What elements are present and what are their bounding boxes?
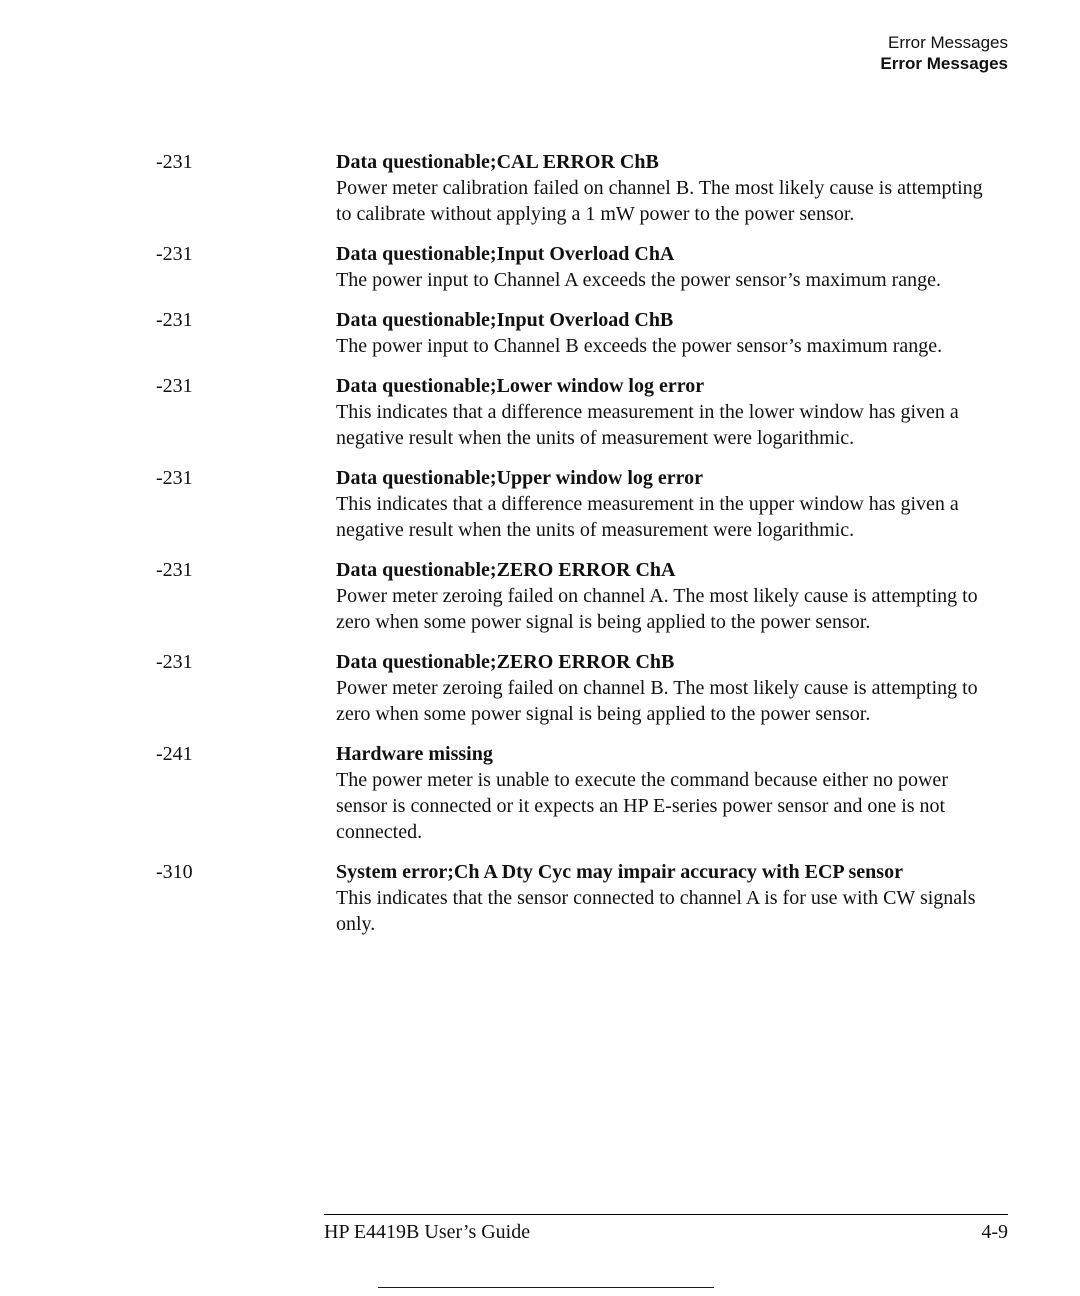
chapter-title: Error Messages — [888, 33, 1008, 52]
error-entry — [0, 557, 1080, 635]
error-description: Power meter zeroing failed on channel B. The most likely cause is attempting to zero when some power signal is being applied to the power sensor. — [336, 677, 978, 725]
error-description: This indicates that a difference measurement in the upper window has given a negative result when the units of measurement were logarithmic. — [336, 493, 959, 541]
error-description: The power input to Channel A exceeds the power sensor’s maximum range. — [336, 269, 942, 291]
error-code: -231 — [156, 467, 193, 489]
error-description: Power meter calibration failed on channel B. The most likely cause is attempting to calibrate without applying a 1 mW power to the power sensor. — [336, 177, 983, 225]
error-entry — [0, 859, 1080, 937]
error-message-list — [0, 149, 1080, 951]
error-title: Data questionable;Input Overload ChB — [336, 309, 674, 331]
error-entry — [0, 373, 1080, 451]
error-code: -231 — [156, 243, 193, 265]
error-entry — [0, 241, 1080, 293]
footer-divider — [324, 1214, 1008, 1215]
section-title: Error Messages — [880, 54, 1008, 73]
error-title: Hardware missing — [336, 743, 493, 765]
error-title: System error;Ch A Dty Cyc may impair accuracy with ECP sensor — [336, 861, 903, 883]
error-code: -231 — [156, 375, 193, 397]
error-title: Data questionable;Input Overload ChA — [336, 243, 675, 265]
error-code: -241 — [156, 743, 193, 765]
error-title: Data questionable;CAL ERROR ChB — [336, 151, 659, 173]
error-code: -231 — [156, 309, 193, 331]
error-description: The power input to Channel B exceeds the power sensor’s maximum range. — [336, 335, 943, 357]
error-title: Data questionable;ZERO ERROR ChA — [336, 559, 676, 581]
footer-page-number: 4-9 — [981, 1221, 1008, 1243]
error-code: -310 — [156, 861, 193, 883]
footer-guide-title: HP E4419B User’s Guide — [324, 1221, 531, 1243]
error-entry — [0, 465, 1080, 543]
error-code: -231 — [156, 651, 193, 673]
error-title: Data questionable;ZERO ERROR ChB — [336, 651, 675, 673]
error-entry — [0, 649, 1080, 727]
error-description: The power meter is unable to execute the command because either no power sensor is connected or it expects an HP E-series power sensor and one is not connected. — [336, 769, 948, 843]
error-description: Power meter zeroing failed on channel A. The most likely cause is attempting to zero when some power signal is being applied to the power sensor. — [336, 585, 978, 633]
error-description: This indicates that the sensor connected to channel A is for use with CW signals only. — [336, 887, 976, 935]
error-title: Data questionable;Upper window log error — [336, 467, 704, 489]
error-entry — [0, 741, 1080, 845]
error-description: This indicates that a difference measurement in the lower window has given a negative result when the units of measurement were logarithmic. — [336, 401, 959, 449]
error-title: Data questionable;Lower window log error — [336, 375, 705, 397]
error-code: -231 — [156, 151, 193, 173]
error-code: -231 — [156, 559, 193, 581]
error-entry — [0, 149, 1080, 227]
bottom-link-underline[interactable] — [378, 1287, 714, 1288]
error-entry — [0, 307, 1080, 359]
running-header — [880, 32, 1008, 74]
